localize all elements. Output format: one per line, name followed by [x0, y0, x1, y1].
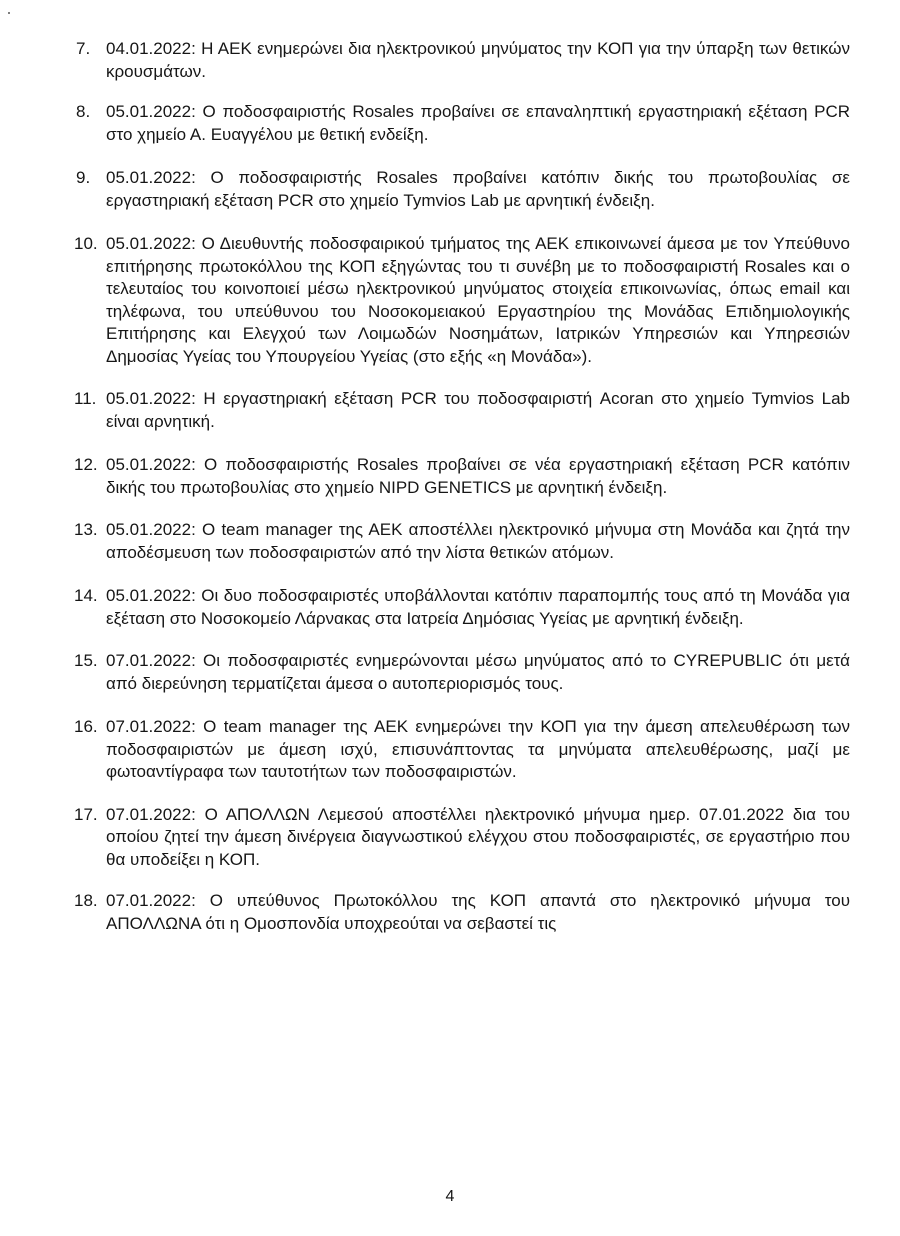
item-number: 12.	[74, 455, 98, 474]
item-number: 9.	[76, 168, 91, 187]
list-item	[74, 804, 850, 872]
item-number: 17.	[74, 804, 98, 824]
list-item	[74, 650, 850, 695]
item-text: 05.01.2022: Ο team manager της ΑΕΚ αποστέλλει ηλεκτρονικό μήνυμα στη Μονάδα και ζητά την αποδέσμευση των ποδοσφαιριστών από την λίστα θετικών ατόμων.	[106, 520, 850, 562]
item-text: 05.01.2022: Ο ποδοσφαιριστής Rosales προβαίνει σε επαναληπτική εργαστηριακή εξέταση PCR στο χημείο Α. Ευαγγέλου με θετική ενδείξη.	[106, 102, 850, 144]
item-number: 13.	[74, 520, 98, 539]
item-number: 8.	[76, 102, 91, 121]
item-text: 05.01.2022: Ο ποδοσφαιριστής Rosales προβαίνει σε νέα εργαστηριακή εξέταση PCR κατόπιν δικής του πρωτοβουλίας στο χημείο NIPD GENETICS με αρνητική ένδειξη.	[106, 455, 850, 497]
list-item	[74, 388, 850, 433]
numbered-list	[74, 38, 850, 935]
scan-speck	[8, 12, 10, 14]
list-item	[74, 519, 850, 564]
item-number: 16.	[74, 717, 98, 736]
list-item	[74, 585, 850, 630]
list-item	[74, 454, 850, 499]
item-text: 07.01.2022: Οι ποδοσφαιριστές ενημερώνονται μέσω μηνύματος από το CYREPUBLIC ότι μετά από διερεύνηση τερματίζεται άμεσα ο αυτοπεριορισμός τους.	[106, 651, 850, 693]
list-item	[74, 101, 850, 146]
item-text: 07.01.2022: Ο team manager της ΑΕΚ ενημερώνει την ΚΟΠ για την άμεση απελευθέρωση των ποδοσφαιριστών με άμεση ισχύ, επισυνάπτοντας τα μηνύματα απελευθέρωσης, μαζί με φωτοαντίγραφα των ταυτοτήτων των ποδοσφαιριστών.	[106, 717, 850, 781]
item-text: 05.01.2022: Οι δυο ποδοσφαιριστές υποβάλλονται κατόπιν παραπομπής τους από τη Μονάδα για εξέταση στο Νοσοκομείο Λάρνακας στα Ιατρεία Δημόσιας Υγείας με αρνητική ένδειξη.	[106, 586, 850, 628]
page-number: 4	[445, 1188, 455, 1205]
item-number: 18.	[74, 891, 98, 910]
item-number: 11.	[74, 389, 97, 408]
item-number: 10.	[74, 234, 98, 253]
item-text: 07.01.2022: Ο υπεύθυνος Πρωτοκόλλου της ΚΟΠ απαντά στο ηλεκτρονικό μήνυμα του ΑΠΟΛΛΩΝΑ ότι η Ομοσπονδία υποχρεούται να σεβαστεί τις	[106, 891, 850, 933]
item-number: 15.	[74, 651, 98, 670]
item-number: 14.	[74, 586, 98, 605]
item-text: 05.01.2022: Ο Διευθυντής ποδοσφαιρικού τμήματος της ΑΕΚ επικοινωνεί άμεσα με τον Υπεύθυνο επιτήρησης πρωτοκόλλου της ΚΟΠ εξηγώντας του τι συνέβη με το ποδοσφαιριστή Rosales και ο τελευταίος του κοινοποιεί μέσω ηλεκτρονικού μηνύματος στοιχεία επικοινωνίας, όπως email και τηλέφωνα, του υπεύθυνου του Νοσοκομειακού Εργαστηρίου της Μονάδας Επιδημιολογικής Επιτήρησης και Ελεγχού των Λοιμωδών Νοσημάτων, Ιατρικών Υπηρεσιών και Υπηρεσιών Δημοσίας Υγείας του Υπουργείου Υγείας (στο εξής «η Μονάδα»).	[106, 234, 850, 366]
list-item	[74, 167, 850, 212]
item-text: 05.01.2022: Η εργαστηριακή εξέταση PCR του ποδοσφαιριστή Acoran στο χημείο Tymvios Lab είναι αρνητική.	[106, 389, 850, 431]
list-item	[74, 716, 850, 784]
item-text: 05.01.2022: Ο ποδοσφαιριστής Rosales προβαίνει κατόπιν δικής του πρωτοβουλίας σε εργαστηριακή εξέταση PCR στο χημείο Tymvios Lab με αρνητική ένδειξη.	[106, 168, 850, 210]
list-item	[74, 890, 850, 935]
list-item	[74, 38, 850, 83]
item-number: 7.	[76, 39, 91, 58]
item-text: 04.01.2022: Η ΑΕΚ ενημερώνει δια ηλεκτρονικού μηνύματος την ΚΟΠ για την ύπαρξη των θετικών κρουσμάτων.	[106, 39, 850, 81]
item-text: 07.01.2022: Ο ΑΠΟΛΛΩΝ Λεμεσού αποστέλλει ηλεκτρονικό μήνυμα ημερ. 07.01.2022 δια του οποίου ζητεί την άμεση δινέργεια διαγνωστικού ελέγχου στου ποδοσφαιριστές, σε εργαστήριο που θα υποδείξει η ΚΟΠ.	[106, 804, 850, 869]
list-item	[74, 233, 850, 368]
